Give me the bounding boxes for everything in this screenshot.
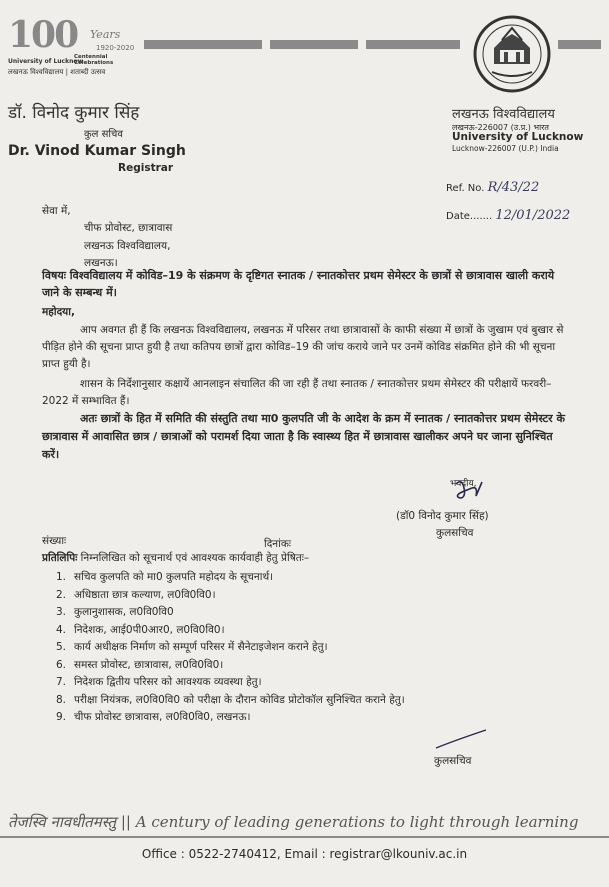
logo-hindi-line: लखनऊ विश्वविद्यालय | शताब्दी उत्सव	[8, 68, 106, 76]
signatory-designation: कुलसचिव	[436, 527, 474, 539]
sender-designation-hindi: कुल सचिव	[84, 129, 123, 140]
cc-signatory-designation: कुलसचिव	[434, 755, 472, 767]
list-item: 9. चीफ प्रोवोस्ट छात्रावास, ल0वि0वि0, लखनऊ।	[55, 711, 251, 723]
copy-to	[42, 551, 309, 566]
sender-name-english: Dr. Vinod Kumar Singh	[8, 143, 186, 159]
list-item: 5. कार्य अधीक्षक निर्माण को सम्पूर्ण परिसर में सैनेटाइजेशन कराने हेतु।	[55, 641, 328, 653]
logo-number: 100	[8, 14, 78, 56]
copy-list	[48, 569, 405, 727]
logo-university: University of Lucknow	[8, 58, 84, 65]
university-name-english: University of Lucknow	[452, 131, 584, 143]
sender-designation-english: Registrar	[118, 162, 174, 174]
sender-name-hindi: डॉ. विनोद कुमार सिंह	[8, 103, 140, 123]
list-item: 6. समस्त प्रोवोस्ट, छात्रावास, ल0वि0वि0।	[55, 658, 224, 671]
salutation: महोदया,	[42, 306, 75, 318]
list-item: 4. निदेशक, आई0पी0आर0, ल0वि0वि0।	[55, 623, 225, 636]
signature-bhavdiya: भवदीय,	[450, 479, 477, 489]
list-item: 8. परीक्षा नियंत्रक, ल0वि0वि0 को परीक्षा के दौरान कोविड प्रोटोकॉल सुनिश्चित कराने हेतु।	[55, 693, 405, 706]
list-item: 2. अधिष्ठाता छात्र कल्याण, ल0वि0वि0।	[55, 588, 216, 601]
addressee-line: चीफ प्रोवोस्ट, छात्रावास	[84, 222, 173, 234]
copy-to-text: निम्नलिखित को सूचनार्थ एवं आवश्यक कार्यवाही हेतु प्रेषितः–	[80, 552, 310, 564]
university-address-english: Lucknow-226007 (U.P.) India	[452, 144, 559, 153]
university-name-hindi: लखनऊ विश्वविद्यालय	[452, 107, 555, 122]
dinank-label: दिनांकः	[264, 538, 292, 550]
header-bar	[270, 40, 358, 49]
header-bar	[558, 40, 601, 49]
logo-years: Years	[90, 28, 121, 41]
list-item: 7. निदेशक द्वितीय परिसर को आवश्यक व्यवस्था हेतु।	[55, 676, 262, 688]
list-item: 3. कुलानुशासक, ल0वि0वि0	[55, 606, 174, 618]
signature-mark-icon	[448, 474, 498, 504]
addressee-seva: सेवा में,	[42, 205, 71, 217]
logo-centennial: Centennial Celebrations	[74, 54, 114, 67]
footer-divider	[0, 836, 609, 838]
body-paragraph: शासन के निर्देशानुसार कक्षायें आनलाइन संचालित की जा रही हैं तथा स्नातक / स्नातकोत्तर प्रथम सेमेस्टर की परीक्षायें फरवरी–2022 में सम्भावित हैं।	[42, 378, 552, 407]
letter-subject: विषयः विश्वविद्यालय में कोविड–19 के संक्रमण के दृष्टिगत स्नातक / स्नातकोत्तर प्रथम सेमेस्टर के छात्रों से छात्रावास खाली कराये जाने के सम्बन्ध में।	[42, 269, 555, 299]
sankhya-label: संख्याः	[42, 535, 67, 547]
signatory-name: (डॉ0 विनोद कुमार सिंह)	[396, 510, 489, 522]
ref-number	[446, 180, 539, 195]
footer-contact: Office : 0522-2740412, Email : registrar@lkouniv.ac.in	[141, 847, 468, 861]
header-bar	[144, 40, 262, 49]
addressee-line: लखनऊ विश्वविद्यालय,	[84, 240, 171, 252]
university-address-hindi: लखनऊ-226007 (उ.प्र.) भारत	[452, 123, 549, 132]
ref-value: R/43/22	[487, 180, 540, 195]
university-motto: तेजस्वि नावधीतमस्तु || A century of leading generations to light through learning	[8, 813, 579, 831]
ref-label: Ref. No.	[446, 183, 485, 194]
list-item: 1. सचिव कुलपति को मा0 कुलपति महोदय के सूचनार्थ।	[55, 571, 274, 583]
logo-range: 1920-2020	[96, 44, 135, 52]
centenary-logo	[8, 14, 138, 84]
body-paragraph: आप अवगत ही हैं कि लखनऊ विश्वविद्यालय, लखनऊ में परिसर तथा छात्रावासों के काफी संख्या में छात्रों के जुखाम एवं बुखार से पीड़ित होने की सूचना प्राप्त हुयी है तथा कतिपय छात्रों द्वारा कोविड–19 की जांच कराये जाने पर उनमें कोविड संक्रमित होने की भी सूचना प्राप्त हुयी है।	[42, 324, 564, 370]
date-value: 12/01/2022	[495, 208, 571, 223]
signature-mark-icon	[430, 728, 490, 752]
copy-to-label: प्रतिलिपिः	[42, 552, 78, 564]
university-seal-icon	[472, 14, 552, 94]
date-label: Date	[446, 211, 470, 222]
header-bar	[366, 40, 460, 49]
letter-date: Date....... 12/01/2022	[446, 208, 571, 223]
addressee-line: लखनऊ।	[84, 257, 118, 269]
body-paragraph: अतः छात्रों के हित में समिति की संस्तुति तथा मा0 कुलपति जी के आदेश के क्रम में स्नातक / स्नातकोत्तर प्रथम सेमेस्टर के छात्रावास में आवासित छात्र / छात्राओं को परामर्श दिया जाता है कि स्वास्थ्य हित में छात्रावास खालीकर अपने घर जाना सुनिश्चित करें।	[42, 412, 565, 461]
